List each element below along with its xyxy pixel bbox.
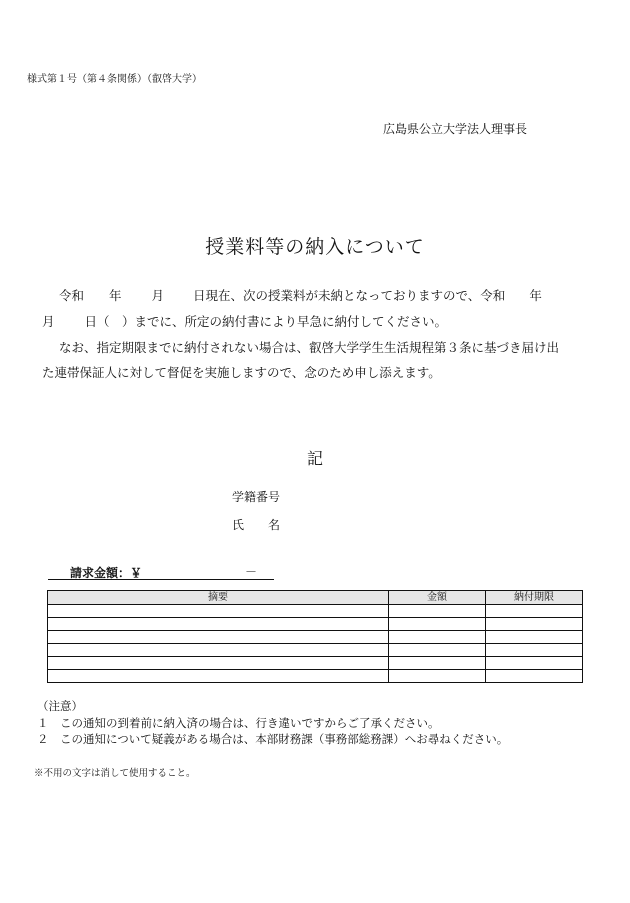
era-label: 令和 <box>59 288 85 303</box>
recipient-name: 広島県公立大学法人理事長 <box>383 122 528 136</box>
date-text: 日現在、次の授業料が未納となっておりますので、令和 <box>193 288 506 303</box>
deadline-text: 日（ ）までに、所定の納付書により早急に納付してください。 <box>84 314 448 329</box>
notes-heading: （注意） <box>37 699 83 713</box>
table-cell <box>486 618 583 631</box>
note-item-2: ２ この通知について疑義がある場合は、本部財務課（事務部総務課）へお尋ねください。 <box>37 732 509 746</box>
table-cell <box>486 644 583 657</box>
student-number-label: 学籍番号 <box>232 490 281 504</box>
body-line-1 <box>59 286 542 304</box>
table-cell <box>389 631 486 644</box>
table-cell <box>48 670 389 683</box>
month-label: 月 <box>151 288 165 303</box>
table-row <box>48 631 583 644</box>
table-cell <box>389 670 486 683</box>
billing-amount-label: 請求金額：￥ <box>70 566 143 580</box>
header-description: 摘要 <box>48 591 389 605</box>
billing-amount <box>48 564 274 580</box>
table-cell <box>48 644 389 657</box>
form-number: 様式第１号（第４条関係）（叡啓大学） <box>27 74 202 85</box>
table-cell <box>389 618 486 631</box>
table-cell <box>486 657 583 670</box>
footer-note: ※不用の文字は消して使用すること。 <box>34 768 196 779</box>
billing-amount-dash: － <box>245 565 258 579</box>
table-cell <box>389 657 486 670</box>
table-row <box>48 605 583 618</box>
header-due-date: 納付期限 <box>486 591 583 605</box>
table-cell <box>48 605 389 618</box>
table-header-row <box>48 591 583 605</box>
billing-table <box>47 590 583 683</box>
name-label: 氏 名 <box>232 518 281 532</box>
month-label-2: 月 <box>42 314 55 329</box>
table-row <box>48 618 583 631</box>
table-cell <box>48 631 389 644</box>
table-cell <box>486 631 583 644</box>
document-title: 授業料等の納入について <box>205 236 425 258</box>
table-cell <box>389 644 486 657</box>
year-label-2: 年 <box>529 288 542 303</box>
body-line-4: た連帯保証人に対して督促を実施しますので、念のため申し添えます。 <box>42 365 441 380</box>
ki-heading: 記 <box>306 449 323 468</box>
year-label: 年 <box>109 288 122 303</box>
body-line-2 <box>42 312 447 330</box>
header-amount: 金額 <box>389 591 486 605</box>
body-line-3: なお、指定期限までに納付されない場合は、叡啓大学学生生活規程第３条に基づき届け出 <box>59 340 560 355</box>
table-cell <box>48 657 389 670</box>
table-cell <box>389 605 486 618</box>
table-row <box>48 657 583 670</box>
table-cell <box>486 670 583 683</box>
notes-section <box>37 698 508 748</box>
table-cell <box>48 618 389 631</box>
note-item-1: １ この通知の到着前に納入済の場合は、行き違いですからご了承ください。 <box>37 715 440 730</box>
table-row <box>48 644 583 657</box>
table-cell <box>486 605 583 618</box>
table-row <box>48 670 583 683</box>
